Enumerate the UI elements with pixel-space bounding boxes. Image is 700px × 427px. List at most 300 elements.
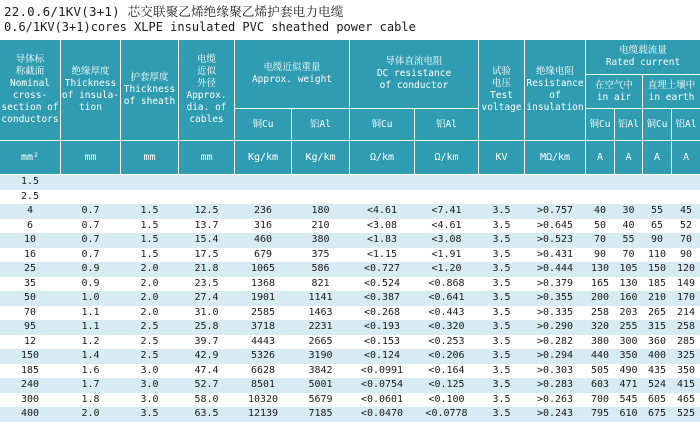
table-cell: <0.253 [428,335,465,347]
table-cell [179,190,234,205]
table-cell: >0.757 [536,205,574,216]
unit-cell: MΩ/km [539,151,571,163]
table-cell: 10320 [247,393,279,405]
header-sheath [121,40,178,140]
table-cell: 2.0 [140,277,159,289]
table-cell: 3.5 [492,393,511,405]
table-row [0,407,700,422]
header-label: dia. of [186,102,227,113]
table-cell: 300 [619,335,638,347]
table-cell: <0.206 [428,350,465,361]
table-cell: 55 [622,234,635,245]
table-cell: 2.0 [140,306,159,318]
table-cell: 285 [676,335,696,347]
table-cell [235,175,291,190]
table-cell: 90 [679,248,693,260]
header-air-cu: 铜Cu [589,118,611,130]
header-label: Approx. [186,90,227,101]
table-cell: 39.7 [194,335,219,347]
header-label: Thickness [123,84,176,95]
unit-cell: mm [143,151,156,163]
table-cell: 150 [20,350,40,361]
table-cell: >0.263 [536,393,574,405]
header-label: cross- [12,90,48,101]
table-cell: 265 [647,306,667,318]
header-label: Resistance [526,78,584,89]
header-label: 电缆近似重量 [263,62,321,73]
table-cell: <0.153 [363,335,401,347]
header-divider [0,140,700,141]
table-cell: 90 [650,234,664,245]
table-cell: 0.7 [81,248,100,260]
table-cell: <0.524 [363,277,401,289]
table-row [0,277,700,292]
header-res-al: 铝Al [436,118,457,130]
table-cell: 315 [647,321,667,332]
table-row [0,204,700,219]
table-cell: 460 [253,234,273,245]
table-cell [179,175,234,190]
table-cell: 165 [590,277,610,289]
header-label: Test [490,90,513,101]
header-earth-al: 铝Al [675,118,697,130]
table-cell: >0.303 [536,364,574,376]
header-label: 导体直流电阻 [385,56,443,67]
table-cell [643,175,671,190]
table-cell: >0.290 [536,321,574,332]
header-label: Rated current [605,57,681,68]
table-header [0,40,700,174]
header-divider [642,74,643,174]
table-cell [121,190,178,205]
table-cell: 3.5 [492,248,511,260]
header-label: 电缆 [196,54,216,65]
header-divider [235,108,478,109]
table-cell: 3.0 [140,364,159,376]
header-divider [671,108,672,174]
table-cell: 3.5 [492,350,511,361]
table-cell [525,175,585,190]
table-row [0,190,700,205]
table-cell: 1.6 [81,364,100,376]
table-cell: 6628 [250,364,276,376]
table-cell: 1.8 [81,393,100,405]
table-cell: 610 [619,408,638,419]
table-cell: 0.9 [81,263,100,274]
table-cell: 1.2 [81,335,100,347]
table-cell: 50 [593,219,607,231]
table-cell: <0.0754 [360,379,404,390]
table-cell: 3842 [308,364,333,376]
table-cell: 63.5 [194,408,219,419]
table-cell: 70 [593,234,607,245]
table-cell: 3.5 [492,379,511,390]
unit-cell: A [596,151,604,163]
table-cell: 0.7 [81,205,100,216]
table-cell: >0.645 [536,219,574,231]
table-cell: <0.124 [363,350,401,361]
header-divider [349,40,350,174]
table-cell: <0.193 [363,321,401,332]
table-cell: 40 [622,219,635,231]
header-divider [234,40,235,174]
table-cell: 21.8 [194,263,219,274]
table-cell [586,190,614,205]
table-cell: 35 [23,277,37,289]
table-cell: 1368 [250,277,276,289]
table-cell: 15.4 [194,234,219,245]
table-cell: 5326 [250,350,276,361]
table-cell: 1.5 [140,219,159,231]
table-cell [350,175,414,190]
table-cell: 1.5 [140,234,159,245]
header-label: 直埋土壤中 [647,79,696,91]
table-cell [643,190,671,205]
table-cell [672,175,700,190]
table-row [0,378,700,393]
header-divider [120,40,121,174]
table-cell [586,175,614,190]
table-cell: 2.0 [140,263,159,274]
table-cell: <1.20 [431,263,462,274]
unit-cell: A [682,151,690,163]
table-cell: 5001 [308,379,333,390]
table-cell: 13.7 [194,219,219,231]
unit-cell: mm [200,151,213,163]
table-cell: 214 [676,306,696,318]
table-cell: 240 [20,379,40,390]
table-cell: 3.5 [492,219,511,231]
table-cell: 185 [20,364,40,376]
table-cell: 400 [647,350,667,361]
header-divider [60,40,61,174]
page-title-chinese: 22.0.6/1KV(3+1) 芯交联聚乙烯绝缘聚乙烯护套电力电缆 [4,4,344,19]
header-label: section of [1,102,59,113]
table-cell: 505 [590,364,610,376]
table-cell: 0.7 [81,219,100,231]
table-cell: 58.0 [194,393,219,405]
cable-spec-table [0,40,700,427]
table-cell: 1065 [250,263,276,274]
table-cell: >0.355 [536,292,574,303]
table-cell: 545 [619,393,638,405]
table-cell: >0.283 [536,379,574,390]
table-cell: 170 [676,292,696,303]
header-weight [235,40,349,108]
table-cell: <0.443 [428,306,465,318]
table-cell: 160 [619,292,638,303]
table-cell: 1463 [308,306,333,318]
header-voltage [479,40,524,140]
table-cell: 130 [619,277,638,289]
table-cell: 70 [679,234,693,245]
table-cell: 1.7 [81,379,100,390]
table-cell: <0.387 [363,292,401,303]
table-cell: 3190 [308,350,333,361]
table-cell: >0.294 [536,350,574,361]
header-label: in earth [648,91,695,103]
table-cell: 316 [253,219,273,231]
table-cell [235,190,291,205]
table-cell: 300 [20,393,40,405]
unit-cell: Ω/km [369,151,395,163]
table-cell: <7.41 [431,205,462,216]
table-cell: <1.83 [366,234,398,245]
table-cell: 1.1 [81,306,100,318]
table-cell: 130 [590,263,610,274]
table-cell: 236 [253,205,273,216]
table-cell: <4.61 [431,219,462,231]
table-cell [615,175,642,190]
header-label: voltage [481,102,522,113]
table-cell [615,190,642,205]
table-cell: 3.5 [492,364,511,376]
header-label: 绝缘电阻 [535,66,574,77]
table-cell: 8501 [250,379,276,390]
table-cell: 2665 [308,335,333,347]
table-cell: 95 [23,321,37,332]
table-cell: 524 [647,379,667,390]
table-cell: >0.335 [536,306,574,318]
table-cell: 1901 [250,292,276,303]
table-cell: 3.5 [492,306,511,318]
table-cell: 6 [26,219,34,231]
table-cell: 4 [26,205,34,216]
table-cell: 1.5 [140,205,159,216]
table-row [0,320,700,335]
table-cell: 149 [676,277,696,289]
table-cell: 2231 [308,321,333,332]
table-cell: 675 [647,408,667,419]
table-cell: 350 [676,364,696,376]
table-cell: 70 [23,306,37,318]
table-row [0,349,700,364]
table-row [0,233,700,248]
table-row [0,335,700,350]
table-cell: 3.5 [492,292,511,303]
header-label: 绝缘厚度 [71,66,110,77]
table-cell: 258 [590,306,610,318]
header-res-cu: 铜Cu [371,118,393,130]
table-cell: 605 [647,393,667,405]
table-cell: 440 [590,350,610,361]
header-section [0,40,60,140]
table-cell: <3.08 [431,234,462,245]
table-cell: 27.4 [194,292,219,303]
table-cell: 3718 [250,321,276,332]
table-cell: <1.91 [431,248,462,260]
table-cell [61,175,120,190]
header-divider [524,40,525,174]
table-cell: 490 [619,364,638,376]
table-cell: <0.0601 [360,393,404,405]
table-cell [479,175,524,190]
table-cell: 4443 [250,335,276,347]
table-cell: 2.5 [20,190,40,202]
table-cell [415,175,478,190]
table-cell: 12139 [247,408,279,419]
table-row [0,291,700,306]
table-cell: 525 [676,408,696,419]
table-cell: 1.1 [81,321,100,332]
table-cell: >0.282 [536,335,574,347]
header-label: insulation [526,102,584,113]
unit-cell: A [625,151,632,163]
table-cell: 1.5 [140,248,159,260]
header-in-earth [643,75,700,108]
header-label: 在空气中 [594,79,633,91]
table-cell [292,175,349,190]
header-label: DC resistance [376,68,452,79]
unit-cell: mm [84,151,97,163]
table-cell: 5679 [308,393,333,405]
table-body [0,174,700,427]
table-cell: <4.61 [366,205,398,216]
table-cell: 40 [593,205,607,216]
table-cell: 120 [676,263,696,274]
table-cell: 31.0 [194,306,219,318]
table-cell: 821 [311,277,330,289]
table-cell: 3.5 [492,263,511,274]
table-cell: <0.320 [428,321,465,332]
table-cell: 30 [622,205,635,216]
header-label: of conductor [379,80,449,91]
table-cell: 1141 [308,292,333,303]
table-cell: <0.0778 [425,408,468,419]
table-cell [479,190,524,205]
table-row [0,262,700,277]
header-resistance [350,40,478,108]
table-cell: 325 [676,350,696,361]
table-cell: 203 [619,306,638,318]
table-cell: >0.379 [536,277,574,289]
table-cell [415,190,478,205]
table-cell: 7185 [308,408,333,419]
table-cell: 105 [619,263,638,274]
table-cell: <0.0991 [360,364,404,376]
table-cell: 350 [619,350,638,361]
table-row [0,306,700,321]
table-cell: 3.0 [140,379,159,390]
table-cell: 210 [647,292,667,303]
table-cell: 0.9 [81,277,100,289]
header-label: 外径 [196,78,216,89]
table-cell: <0.868 [428,277,465,289]
table-cell: 17.5 [194,248,219,260]
header-label: 近似 [196,66,216,77]
header-label: in air [596,91,632,103]
table-cell: 2.5 [140,350,159,361]
header-label: 导体标 [15,54,45,65]
header-divider [178,40,179,174]
table-cell: 795 [590,408,610,419]
table-cell: 10 [23,234,37,245]
table-cell: 200 [590,292,610,303]
table-cell: 23.5 [194,277,219,289]
table-cell: 400 [20,408,40,419]
table-cell: 380 [311,234,330,245]
table-cell: 185 [647,277,667,289]
page-title-english: 0.6/1KV(3+1)cores XLPE insulated PVC sheathed power cable [4,20,416,34]
header-label: of [549,90,561,101]
table-cell: <0.727 [363,263,401,274]
table-cell: 3.5 [492,321,511,332]
unit-cell: Kg/km [247,151,279,163]
table-cell: <0.268 [363,306,401,318]
unit-cell: A [653,151,661,163]
table-cell: 42.9 [194,350,219,361]
table-cell: 1.0 [81,292,100,303]
table-cell: 375 [311,248,330,260]
table-cell: 1.5 [20,176,40,187]
table-cell: 603 [590,379,610,390]
header-air-al: 铝Al [618,118,639,130]
table-cell: 380 [590,335,610,347]
table-cell: 90 [593,248,607,260]
table-cell: 360 [647,335,667,347]
table-cell [292,190,349,205]
table-cell: 25.8 [194,321,219,332]
table-cell: 1.4 [81,350,100,361]
table-cell: 180 [311,205,330,216]
table-row [0,248,700,263]
header-label: 电压 [491,78,511,89]
table-cell: 0.7 [81,234,100,245]
table-cell: >0.444 [536,263,574,274]
table-row [0,364,700,379]
table-cell: >0.431 [536,248,574,260]
table-cell: 320 [590,321,610,332]
table-cell: 50 [23,292,37,303]
table-cell: 3.5 [140,408,159,419]
header-label: cables [189,114,224,125]
table-cell [525,190,585,205]
header-label: Thickness [64,78,117,89]
header-divider [586,108,700,109]
table-row [0,219,700,234]
header-divider [414,108,415,174]
table-cell: 465 [676,393,696,405]
header-weight-al: 铝Al [310,118,331,130]
table-cell: 3.5 [492,277,511,289]
header-earth-cu: 铜Cu [646,118,668,130]
table-cell: 65 [650,219,664,231]
table-cell: 700 [590,393,610,405]
table-cell [61,190,120,205]
table-cell: 2.5 [140,321,159,332]
header-current [586,40,700,74]
table-cell: 52.7 [194,379,219,390]
header-weight-cu: 铜Cu [252,118,274,130]
table-cell: 110 [647,248,667,260]
table-cell: >0.243 [536,408,574,419]
table-cell: <3.08 [366,219,398,231]
table-cell: 47.4 [194,364,219,376]
header-in-air [586,75,642,108]
table-cell [350,190,414,205]
table-cell: 52 [679,219,693,231]
table-cell: 415 [676,379,696,390]
table-cell: 3.5 [492,234,511,245]
table-cell: 2.0 [140,292,159,303]
table-cell: <1.15 [366,248,398,260]
table-cell: 150 [647,263,667,274]
table-cell: 70 [622,248,635,260]
table-cell [121,175,178,190]
table-cell: <0.125 [428,379,465,390]
table-cell: 3.5 [492,205,511,216]
table-row [0,175,700,190]
